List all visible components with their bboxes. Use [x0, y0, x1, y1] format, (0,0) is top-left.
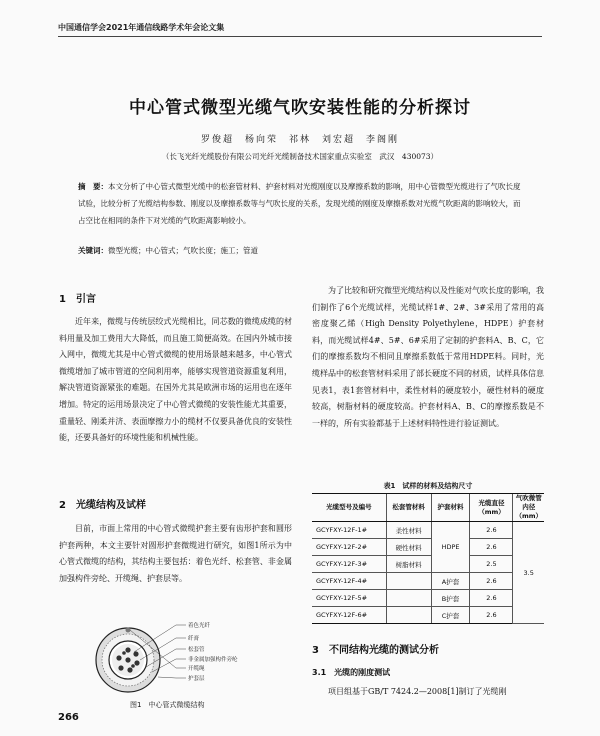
samples-paragraph: 为了比较和研究微型光缆结构以及性能对气吹长度的影响，我们制作了6个光缆试样，光缆试样1#、2#、3#采用了常用的高密度聚乙烯（High Density Polyethylene，HDPE）护套材料，而光缆试样4#、5#、6#采用了定制的护套料A、B、C，它们的摩擦系数均不相同且摩擦系数低于常用HDPE料。同时，光缆样品中的松套管材料采用了部长硬度不同的材质，试样具体信息见表1，表1套管材料中，柔性材料的硬度较小，硬性材料的硬度较高，树脂材料的硬度较高。护套材料A、B、C的摩擦系数是不一样的，所有实验都基于上述材料特性进行验证测试。: [312, 286, 544, 428]
cell-model: GCYFXY-12F-3#: [312, 556, 386, 573]
keywords-label: 关键词：: [78, 246, 108, 255]
cell-model: GCYFXY-12F-4#: [312, 573, 386, 590]
label-ripcord: 开缆绳: [188, 666, 205, 672]
section1-paragraph: 近年来，微缆与传统层绞式光缆相比，同芯数的微缆成缆的材料用量及加工费用大大降低，而且施工简便高效。在国内外城市接入网中，微缆尤其是中心管式微缆的使用场景越来越多，中心管式微缆增加了城市管道的空间利用率，能够实现管道资源重复利用，解决管道资源紧张的难题。在国外尤其是欧洲市场的运用也在逐年增加。特定的运用场景决定了中心管式微缆的安装性能尤其重要，重量轻、刚柔并济、表面摩擦力小的缆材不仅要具备优良的安装性能，还要具备好的环境性能和机械性能。: [59, 317, 292, 443]
cell-tube: 柔性材料: [386, 522, 431, 539]
section2-heading: 2 光缆结构及试样: [59, 500, 146, 511]
cell-diameter: 2.5: [470, 556, 513, 573]
cell-diameter: 2.6: [470, 573, 513, 590]
authors: 罗俊超 杨向荣 祁林 刘宏超 李阁刚: [200, 135, 399, 145]
abstract-label: 摘 要：: [78, 182, 108, 191]
abstract: [78, 178, 524, 229]
affiliation: （长飞光纤光缆股份有限公司光纤光缆制备技术国家重点实验室 武汉 430073）: [161, 152, 439, 161]
cell-sheath: B护套: [431, 590, 470, 607]
cell-diameter: 2.6: [470, 522, 513, 539]
cell-duct: 3.5: [513, 522, 544, 624]
keywords-text: 微型光缆；中心管式；气吹长度；施工；管道: [108, 246, 258, 255]
cell-model: GCYFXY-12F-5#: [312, 590, 386, 607]
th-sheath: 护套材料: [431, 494, 470, 522]
section1-heading: 1 引言: [59, 294, 96, 305]
cell-tube-empty: [386, 607, 431, 624]
section3-1-body: [312, 684, 544, 701]
cell-diameter: 2.6: [470, 607, 513, 624]
table-row: [312, 556, 544, 573]
cell-model: GCYFXY-12F-1#: [312, 522, 386, 539]
cable-cross-section-figure: [86, 622, 296, 700]
table-row: [312, 539, 544, 556]
table-header-row: [312, 494, 544, 522]
cell-tube-empty: [386, 590, 431, 607]
th-tube: 松套管材料: [386, 494, 431, 522]
abstract-text: 本文分析了中心管式微型光缆中的松套管材料、护套材料对光缆刚度以及摩擦系数的影响，用中心管微型光缆进行了气吹长度试验，比较分析了光缆结构参数、刚度以及摩擦系数等与气吹长度的关系，发现光缆的刚度及摩擦系数对光缆气吹距离的影响较大，而占空比在相同的条件下对光缆的气吹距离影响较小。: [78, 182, 521, 225]
figure1-caption: 图1 中心管式微缆结构: [130, 701, 205, 709]
th-duct: 气吹微管内径（mm）: [513, 494, 544, 522]
cell-diameter: 2.6: [470, 590, 513, 607]
cell-tube: 硬性材料: [386, 539, 431, 556]
cell-diameter: 2.6: [470, 539, 513, 556]
label-loose-tube: 松套管: [188, 647, 205, 653]
cell-model: GCYFXY-12F-2#: [312, 539, 386, 556]
label-gel: 纤膏: [188, 636, 200, 642]
section2-body: [59, 521, 292, 587]
paper-title: 中心管式微型光缆气吹安装性能的分析探讨: [129, 98, 471, 118]
section1-body: [59, 314, 292, 447]
table1: [312, 493, 544, 624]
cell-tube-empty: [386, 573, 431, 590]
th-diameter: 光缆直径（mm）: [470, 494, 513, 522]
cell-sheath: A护套: [431, 573, 470, 590]
section3-1-paragraph: 项目组基于GB/T 7424.2—2008[1]制订了光缆刚: [328, 687, 507, 696]
section3-heading: 3 不同结构光缆的测试分析: [312, 645, 439, 656]
cell-model: GCYFXY-12F-6#: [312, 607, 386, 624]
label-colored-fiber: 着色光纤: [188, 623, 211, 629]
right-column-text: [312, 283, 544, 432]
ripcord: [126, 628, 131, 633]
header-rule: [58, 36, 542, 37]
running-header: 中国通信学会2021年通信线路学术年会论文集: [58, 23, 225, 32]
th-model: 光缆型号及编号: [312, 494, 386, 522]
label-sheath: 护套层: [188, 676, 205, 682]
table-row: [312, 522, 544, 539]
label-strength-member: 非金属加强构件旁纶: [188, 657, 238, 663]
page-number: 266: [58, 712, 79, 723]
cell-sheath: C护套: [431, 607, 470, 624]
table-row: [312, 573, 544, 590]
table-row: [312, 590, 544, 607]
table1-caption: 表1 试样的材料及结构尺寸: [383, 482, 473, 490]
keywords: [78, 245, 524, 256]
cell-sheath-hdpe: HDPE: [431, 522, 470, 573]
section2-paragraph: 目前，市面上常用的中心管式微缆护套主要有齿形护套和圆形护套两种，本文主要针对圆形护套微缆进行研究，如图1所示为中心管式微缆的结构，其结构主要包括：着色光纤、松套管、非金属加强构件旁纶、开缆绳、护套层等。: [59, 524, 292, 583]
table-row: [312, 607, 544, 624]
section3-1-heading: 3.1 光缆的刚度测试: [312, 668, 391, 677]
cell-tube: 树脂材料: [386, 556, 431, 573]
